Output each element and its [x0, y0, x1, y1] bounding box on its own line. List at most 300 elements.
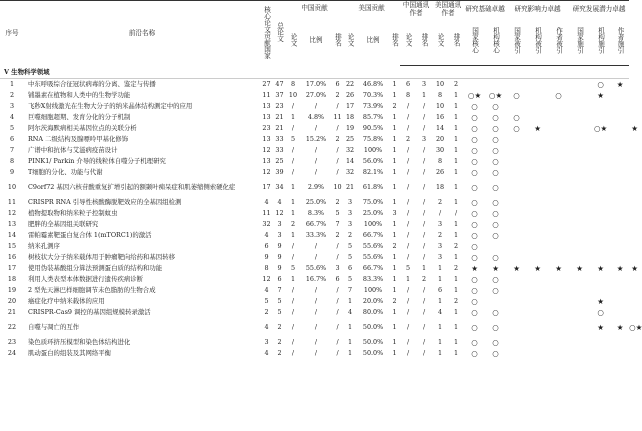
row-core-country: 4 — [264, 198, 269, 206]
row-us-ratio: 75.0% — [362, 198, 384, 206]
row-cn-corr-rank: / — [422, 349, 426, 357]
row-us-papers: 2 — [347, 231, 353, 239]
row-cn-papers: 1 — [290, 231, 296, 239]
table-row — [0, 285, 640, 296]
row-mark-1: ○★ — [488, 90, 503, 100]
row-mark-7 — [611, 230, 629, 241]
row-cn-corr-rank: / — [422, 231, 426, 239]
row-mark-1: ○ — [492, 198, 499, 207]
header-cn-corr: 中国通讯作者 — [400, 1, 432, 18]
row-mark-6 — [590, 285, 611, 296]
row-mark-4 — [548, 285, 569, 296]
row-mark-4 — [548, 348, 569, 359]
row-mark-8: ★ — [631, 124, 638, 133]
table-row — [0, 90, 640, 101]
row-cn-rank: 2 — [335, 231, 340, 239]
row-cn-corr-rank: 3 — [422, 80, 427, 88]
row-us-papers: 1 — [347, 349, 353, 357]
row-us-rank: 1 — [392, 157, 397, 165]
row-mark-4 — [548, 337, 569, 348]
row-mark-4 — [548, 197, 569, 208]
row-mark-7 — [611, 134, 629, 145]
row-core-country: 12 — [262, 168, 271, 176]
row-us-ratio: 66.7% — [362, 231, 384, 239]
row-mark-1: ○ — [492, 275, 499, 284]
row-us-corr-papers: 26 — [435, 168, 445, 176]
row-total-papers: 39 — [275, 168, 284, 176]
row-us-corr-papers: 30 — [435, 146, 445, 154]
row-us-corr-rank: 1 — [454, 157, 459, 165]
row-core-country: 13 — [262, 157, 271, 165]
table-row — [0, 219, 640, 230]
row-mark-6 — [590, 134, 611, 145]
row-mark-0: ○ — [471, 253, 478, 262]
row-us-papers: 3 — [347, 220, 353, 228]
row-cn-rank: 7 — [335, 220, 340, 228]
row-mark-5 — [569, 178, 590, 197]
row-total-papers: 5 — [277, 297, 282, 305]
row-us-corr-rank: 1 — [454, 183, 459, 191]
row-mark-5 — [569, 307, 590, 318]
row-us-rank: 1 — [392, 220, 397, 228]
row-us-corr-rank: 2 — [454, 242, 459, 250]
row-mark-7 — [611, 274, 629, 285]
row-us-corr-papers: 2 — [438, 231, 443, 239]
row-mark-2 — [506, 274, 527, 285]
row-cn-corr-papers: 6 — [406, 80, 411, 88]
row-cn-corr-rank: / — [422, 146, 426, 154]
row-mark-3 — [527, 178, 548, 197]
row-us-rank: 1 — [392, 168, 397, 176]
row-name: 中东呼吸综合征冠状病毒的分离、鉴定与传播 — [28, 80, 156, 88]
row-mark-7 — [611, 167, 629, 178]
row-index: 18 — [7, 275, 17, 283]
row-mark-5 — [569, 252, 590, 263]
table-row — [0, 208, 640, 219]
row-mark-8 — [629, 167, 640, 178]
row-mark-3 — [527, 134, 548, 145]
row-cn-papers: 8 — [290, 80, 296, 88]
row-cn-rank: / — [336, 286, 339, 294]
row-mark-2 — [506, 219, 527, 230]
row-mark-3 — [527, 307, 548, 318]
row-cn-papers: 1 — [290, 183, 296, 191]
row-mark-7 — [611, 112, 629, 123]
table-row — [0, 252, 640, 263]
row-mark-4: ○ — [555, 91, 562, 100]
row-mark-0: ○ — [471, 146, 478, 155]
section-row — [0, 66, 640, 79]
row-us-corr-papers: 3 — [438, 253, 443, 261]
row-cn-papers: 2 — [290, 220, 296, 228]
row-us-corr-papers: / — [438, 209, 442, 217]
row-index: 2 — [9, 91, 15, 99]
row-cn-corr-rank: / — [422, 209, 426, 217]
row-core-country: 4 — [264, 231, 269, 239]
row-core-country: 11 — [262, 91, 271, 99]
row-cn-ratio: / — [314, 297, 318, 305]
row-us-papers: 18 — [345, 113, 355, 121]
row-mark-3 — [527, 101, 548, 112]
header-inst-citing: 机构施引 — [596, 26, 605, 54]
row-us-papers: 14 — [345, 157, 355, 165]
row-us-papers: 3 — [347, 209, 353, 217]
row-us-ratio: 100% — [363, 146, 383, 154]
row-us-corr-rank: 1 — [454, 349, 459, 357]
row-mark-3 — [527, 219, 548, 230]
row-mark-0: ○ — [471, 102, 478, 111]
row-cn-corr-papers: / — [406, 286, 410, 294]
row-cn-ratio: 2.9% — [307, 183, 325, 191]
row-cn-ratio: 66.7% — [305, 220, 327, 228]
row-index: 1 — [9, 80, 15, 88]
row-cn-rank: 5 — [335, 209, 340, 217]
row-mark-8 — [629, 219, 640, 230]
row-mark-4 — [548, 167, 569, 178]
row-name: 癌症化疗中纳米载体的应用 — [28, 297, 105, 305]
row-mark-1 — [485, 241, 506, 252]
header-impact: 研究影响力卓越 — [506, 1, 569, 18]
row-us-corr-rank: 1 — [454, 113, 459, 121]
table-row — [0, 123, 640, 134]
row-cn-corr-rank: / — [422, 297, 426, 305]
row-mark-2: ○ — [513, 124, 520, 133]
row-cn-papers: / — [291, 102, 295, 110]
row-us-corr-rank: 1 — [454, 168, 459, 176]
header-author-cited: 作者被引 — [554, 26, 563, 54]
row-total-papers: 4 — [277, 198, 282, 206]
row-total-papers: 21 — [275, 124, 284, 132]
row-mark-4 — [548, 101, 569, 112]
row-name: 广谱中和抗体与艾滋病疫苗设计 — [28, 146, 118, 154]
row-mark-4 — [548, 318, 569, 337]
row-index: 5 — [9, 124, 15, 132]
row-mark-5 — [569, 285, 590, 296]
row-us-ratio: 80.0% — [362, 308, 384, 316]
row-cn-rank: 11 — [333, 113, 342, 121]
row-total-papers: 23 — [275, 102, 284, 110]
row-us-corr-papers: 14 — [435, 124, 445, 132]
row-cn-corr-rank: 1 — [422, 91, 427, 99]
row-us-papers: 3 — [347, 198, 353, 206]
row-mark-4 — [548, 296, 569, 307]
row-us-corr-papers: 1 — [438, 264, 443, 272]
row-mark-7 — [611, 219, 629, 230]
row-mark-6 — [590, 145, 611, 156]
row-us-rank: 3 — [392, 209, 397, 217]
row-name: PINK1/ Parkin 介导的线粒体自噬分子机理研究 — [28, 157, 166, 165]
row-mark-8 — [629, 197, 640, 208]
row-us-ratio: 90.5% — [362, 124, 384, 132]
row-mark-7 — [611, 178, 629, 197]
row-us-corr-rank: 1 — [454, 135, 459, 143]
row-mark-7: ★ — [616, 264, 624, 273]
row-mark-4: ★ — [555, 264, 562, 273]
row-core-country: 13 — [262, 135, 271, 143]
row-mark-8: ○★ — [629, 322, 642, 332]
row-mark-8 — [629, 178, 640, 197]
table-row — [0, 348, 640, 359]
row-mark-0: ○ — [471, 113, 478, 122]
row-total-papers: 33 — [275, 146, 284, 154]
row-core-country: 2 — [264, 308, 269, 316]
row-mark-0: ○ — [471, 338, 478, 347]
row-cn-papers: / — [291, 338, 295, 346]
row-cn-papers: / — [291, 157, 295, 165]
row-mark-1: ○ — [492, 102, 499, 111]
row-mark-3 — [527, 145, 548, 156]
row-index: 20 — [7, 297, 17, 305]
row-mark-8 — [629, 285, 640, 296]
row-name: 肥胖的全基因组关联研究 — [28, 220, 99, 228]
row-mark-5 — [569, 134, 590, 145]
row-index: 16 — [7, 253, 17, 261]
row-mark-4 — [548, 241, 569, 252]
row-cn-papers: 1 — [290, 275, 296, 283]
row-us-ratio: 75.8% — [362, 135, 384, 143]
row-cn-rank: / — [336, 146, 339, 154]
row-cn-ratio: 8.3% — [307, 209, 325, 217]
row-name: 植物提取物和纳米粒子控制蚊虫 — [28, 209, 118, 217]
row-mark-0: ○ — [471, 183, 478, 192]
row-mark-7 — [611, 145, 629, 156]
row-us-papers: 32 — [345, 168, 355, 176]
row-mark-3 — [527, 241, 548, 252]
row-us-corr-papers: 6 — [438, 286, 443, 294]
row-us-papers: 6 — [347, 264, 353, 272]
row-index: 17 — [7, 264, 17, 272]
row-mark-2 — [506, 145, 527, 156]
row-us-corr-rank: 1 — [454, 220, 459, 228]
row-cn-corr-papers: / — [406, 102, 410, 110]
row-mark-5 — [569, 337, 590, 348]
row-mark-5 — [569, 348, 590, 359]
row-mark-5 — [569, 241, 590, 252]
row-name: 利用人类表型本体数据进行遗传疾病诊断 — [28, 275, 144, 283]
row-mark-3 — [527, 167, 548, 178]
row-cn-papers: 5 — [290, 264, 296, 272]
row-name: CRISPR RNA 引导性核酸酶脱靶效应的全基因组检测 — [28, 198, 182, 206]
table-row — [0, 337, 640, 348]
row-us-ratio: 73.9% — [362, 102, 384, 110]
row-mark-0: ○ — [471, 323, 478, 332]
row-cn-ratio: / — [314, 349, 318, 357]
row-core-country: 9 — [264, 253, 269, 261]
row-mark-0: ○ — [471, 157, 478, 166]
row-cn-papers: 1 — [290, 198, 296, 206]
row-us-papers: 26 — [345, 91, 355, 99]
row-mark-7 — [611, 123, 629, 134]
row-us-papers: 22 — [345, 80, 355, 88]
row-cn-corr-papers: 2 — [406, 135, 411, 143]
row-us-rank: 1 — [392, 124, 397, 132]
row-mark-0: ○ — [471, 135, 478, 144]
row-mark-0: ○ — [471, 220, 478, 229]
row-us-corr-rank: 1 — [454, 338, 459, 346]
row-cn-corr-papers: / — [406, 349, 410, 357]
row-cn-rank: / — [336, 242, 339, 250]
row-mark-7 — [611, 156, 629, 167]
row-mark-6 — [590, 167, 611, 178]
row-core-country: 32 — [262, 220, 271, 228]
row-cn-corr-papers: / — [406, 231, 410, 239]
row-cn-papers: / — [291, 253, 295, 261]
row-mark-1: ○ — [492, 113, 499, 122]
header-us-rank: 排名 — [390, 32, 399, 46]
row-mark-1: ★ — [492, 264, 499, 273]
row-cn-corr-papers: / — [406, 168, 410, 176]
header-cn-group: 中国贡献 — [286, 1, 343, 16]
row-cn-rank: / — [336, 323, 339, 331]
row-us-rank: 1 — [392, 231, 397, 239]
table-row — [0, 134, 640, 145]
row-mark-4 — [548, 178, 569, 197]
row-mark-8 — [629, 90, 640, 101]
row-cn-corr-rank: / — [422, 308, 426, 316]
row-us-rank: 1 — [392, 338, 397, 346]
row-cn-corr-papers: / — [406, 242, 410, 250]
row-mark-3 — [527, 208, 548, 219]
table-row — [0, 178, 640, 197]
row-us-papers: 1 — [347, 297, 353, 305]
row-name: C9orf72 基因六核苷酸重复扩增引起的额颞叶痴呆症和肌萎缩侧索硬化症 — [28, 183, 236, 191]
header-us-papers: 论文 — [346, 32, 355, 46]
row-cn-papers: 5 — [290, 135, 296, 143]
row-us-corr-papers: 1 — [438, 338, 443, 346]
row-core-country: 4 — [264, 323, 269, 331]
header-us-corr-rank: 排名 — [452, 33, 461, 47]
row-us-corr-rank: 1 — [454, 124, 459, 132]
row-cn-corr-rank: / — [422, 102, 426, 110]
row-mark-7 — [611, 101, 629, 112]
row-us-ratio: 70.3% — [362, 91, 384, 99]
row-mark-7 — [611, 197, 629, 208]
row-cn-papers: / — [291, 286, 295, 294]
row-mark-2 — [506, 307, 527, 318]
row-us-corr-rank: 1 — [454, 308, 459, 316]
row-mark-2 — [506, 318, 527, 337]
row-cn-corr-rank: / — [422, 183, 426, 191]
table-row — [0, 79, 640, 91]
row-mark-3 — [527, 252, 548, 263]
row-mark-0: ○ — [471, 297, 478, 306]
row-cn-corr-papers: 5 — [406, 264, 411, 272]
row-us-ratio: 50.0% — [362, 349, 384, 357]
row-us-ratio: 25.0% — [362, 209, 384, 217]
row-index: 23 — [7, 338, 17, 346]
row-mark-1: ○ — [492, 231, 499, 240]
row-mark-6: ○ — [597, 80, 604, 89]
row-cn-ratio: / — [314, 102, 318, 110]
row-total-papers: 6 — [277, 275, 282, 283]
row-cn-corr-papers: / — [406, 198, 410, 206]
row-us-papers: 4 — [347, 308, 353, 316]
row-mark-0: ○★ — [467, 90, 482, 100]
row-name: 树枝状大分子纳米载体用于肿瘤靶向给药和基因转移 — [28, 253, 175, 261]
row-mark-0: ○ — [471, 209, 478, 218]
row-cn-papers: / — [291, 242, 295, 250]
row-cn-corr-papers: 1 — [406, 275, 411, 283]
row-mark-8 — [629, 241, 640, 252]
row-core-country: 4 — [264, 349, 269, 357]
row-cn-corr-rank: / — [422, 157, 426, 165]
row-mark-8 — [629, 112, 640, 123]
row-us-ratio: 56.0% — [362, 157, 384, 165]
table-row — [0, 167, 640, 178]
header-index: 序号 — [0, 1, 24, 66]
row-us-rank: 1 — [392, 308, 397, 316]
row-mark-2 — [506, 241, 527, 252]
row-us-corr-papers: 3 — [438, 220, 443, 228]
row-mark-6 — [590, 112, 611, 123]
row-index: 3 — [9, 102, 15, 110]
row-mark-5 — [569, 208, 590, 219]
row-index: 11 — [7, 198, 17, 206]
row-cn-corr-papers: / — [406, 253, 410, 261]
row-mark-1: ○ — [492, 253, 499, 262]
row-cn-rank: 6 — [335, 275, 340, 283]
row-cn-corr-rank: / — [422, 338, 426, 346]
row-mark-3 — [527, 274, 548, 285]
row-mark-2 — [506, 134, 527, 145]
row-mark-8 — [629, 274, 640, 285]
row-mark-0: ★ — [471, 264, 478, 273]
row-us-rank: 1 — [392, 146, 397, 154]
row-cn-rank: / — [336, 338, 339, 346]
row-us-corr-papers: 4 — [438, 308, 443, 316]
row-total-papers: 3 — [277, 220, 282, 228]
row-total-papers: 12 — [275, 209, 284, 217]
table-row — [0, 263, 640, 274]
row-mark-3 — [527, 197, 548, 208]
row-mark-2: ★ — [513, 264, 520, 273]
row-cn-ratio: 15.2% — [305, 135, 327, 143]
row-mark-3 — [527, 337, 548, 348]
row-cn-rank: / — [336, 157, 339, 165]
row-core-country: 12 — [262, 146, 271, 154]
row-core-country: 5 — [264, 297, 269, 305]
row-mark-5 — [569, 274, 590, 285]
row-mark-3: ★ — [534, 124, 541, 133]
row-cn-corr-rank: 2 — [422, 275, 427, 283]
row-mark-8 — [629, 307, 640, 318]
row-core-country: 13 — [262, 102, 271, 110]
section-title: V 生物科学领域 — [0, 66, 629, 79]
row-us-corr-rank: 1 — [454, 323, 459, 331]
row-mark-3 — [527, 296, 548, 307]
row-mark-1: ○ — [492, 338, 499, 347]
row-mark-5 — [569, 145, 590, 156]
row-us-papers: 5 — [347, 253, 353, 261]
row-mark-0: ○ — [471, 231, 478, 240]
row-cn-corr-rank: / — [422, 168, 426, 176]
row-name: 染色质环挤压模型和染色体结构进化 — [28, 338, 131, 346]
row-index: 15 — [7, 242, 17, 250]
row-name: 纳米孔测序 — [28, 242, 60, 250]
row-cn-ratio: / — [314, 124, 318, 132]
row-total-papers: 5 — [277, 308, 282, 316]
row-us-corr-rank: / — [454, 209, 458, 217]
row-total-papers: 9 — [277, 253, 282, 261]
row-mark-6: ○★ — [593, 123, 608, 133]
row-cn-corr-papers: / — [406, 146, 410, 154]
row-cn-ratio: / — [314, 323, 318, 331]
row-cn-papers: 1 — [290, 113, 296, 121]
row-cn-rank: 2 — [335, 198, 340, 206]
row-us-corr-papers: 3 — [438, 242, 443, 250]
row-total-papers: 3 — [277, 231, 282, 239]
row-cn-ratio: / — [314, 286, 318, 294]
